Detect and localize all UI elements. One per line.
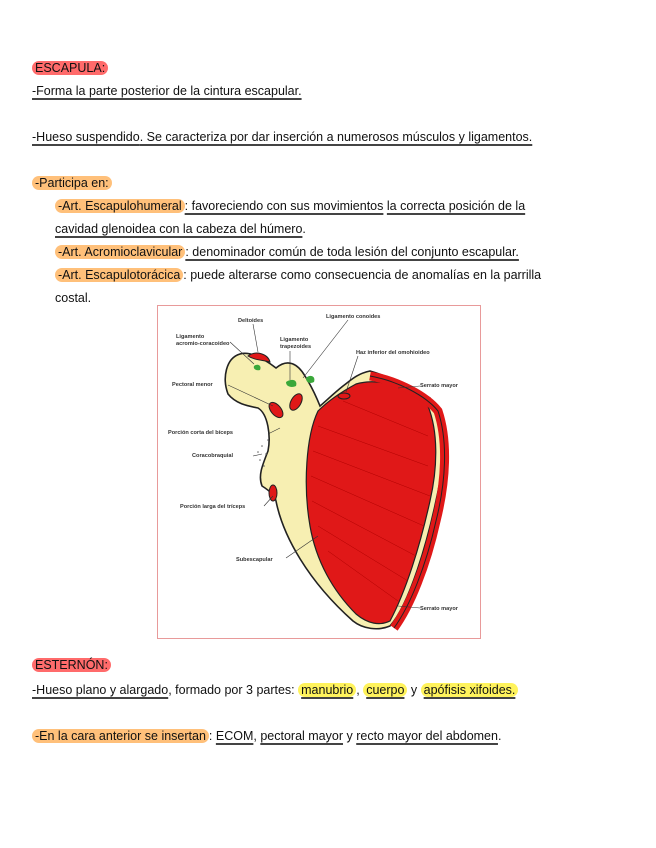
- participa-heading-line: [32, 175, 112, 191]
- art3-name: -Art. Escapulotorácica: [55, 268, 183, 282]
- escapula-definition: -Forma la parte posterior de la cintura escapular.: [32, 84, 302, 98]
- art1-text-b: la correcta posición de la: [386, 199, 526, 213]
- label-lig-trap-1: Ligamento: [280, 337, 309, 343]
- art2-line: [55, 244, 519, 260]
- hueso-plano-text: -Hueso plano y alargado: [32, 683, 169, 697]
- escapula-line-2: [32, 129, 532, 145]
- label-porcion-larga: Porción larga del tríceps: [180, 504, 246, 510]
- triceps-insertion: [269, 485, 277, 501]
- label-haz-omohioideo: Haz inferior del omohioideo: [356, 350, 430, 356]
- art2-text: : denominador común de toda lesión del conjunto escapular.: [185, 245, 519, 259]
- art2-name: -Art. Acromioclavicular: [55, 245, 185, 259]
- label-ligamento-conoides: Ligamento conoides: [326, 314, 381, 320]
- pectoral-term: pectoral mayor: [260, 729, 344, 743]
- participa-heading: -Participa en:: [32, 176, 112, 190]
- cuerpo-term: cuerpo: [363, 683, 407, 697]
- label-subescapular: Subescapular: [236, 557, 273, 563]
- escapula-line-1: [32, 83, 302, 99]
- art1-name: -Art. Escapulohumeral: [55, 199, 185, 213]
- esternon-line-2: [32, 728, 501, 744]
- omohioideo-insertion: [338, 393, 350, 399]
- escapula-title: [32, 60, 108, 76]
- esternon-title-line: [32, 657, 111, 673]
- manubrio-term: manubrio: [298, 683, 356, 697]
- insercion-text: . Se caracteriza por dar inserción a numerosos músculos y ligamentos.: [139, 130, 533, 144]
- label-serrato-mayor-top: Serrato mayor: [420, 383, 458, 389]
- label-lig-acromio-2: acromio-coracoideo: [176, 341, 230, 347]
- colon-sep: :: [208, 729, 216, 743]
- esternon-line-1: [32, 682, 518, 698]
- label-pectoral-menor: Pectoral menor: [172, 382, 213, 388]
- escapula-heading: ESCAPULA:: [32, 61, 108, 75]
- scapula-anatomy-figure: [157, 305, 481, 639]
- art3-text: : puede alterarse como consecuencia de anomalías en la parrilla: [183, 268, 542, 282]
- recto-term: recto mayor del abdomen: [356, 729, 498, 743]
- art3-line: [55, 267, 541, 283]
- label-deltoides: Deltoides: [238, 318, 264, 324]
- comma-sep-2: ,: [253, 729, 261, 743]
- y-sep: y: [407, 683, 421, 697]
- ecom-term: ECOM: [215, 729, 254, 743]
- label-coracobraquial: Coracobraquial: [192, 453, 234, 459]
- label-serrato-mayor-bottom: Serrato mayor: [420, 606, 458, 612]
- label-lig-acromio-1: Ligamento: [176, 334, 205, 340]
- y-sep-2: y: [343, 729, 357, 743]
- cara-anterior-heading: -En la cara anterior se insertan: [32, 729, 209, 743]
- art1-line-2: cavidad glenoidea con la cabeza del húmero.: [55, 222, 306, 236]
- art1-text-c: cavidad glenoidea con la cabeza del húmero: [55, 222, 303, 236]
- hueso-suspendido-text: -Hueso suspendido: [32, 130, 140, 144]
- art1-line: [55, 198, 525, 214]
- label-lig-trap-2: trapezoides: [280, 344, 312, 350]
- apofisis-term: apófisis xifoides.: [421, 683, 519, 697]
- period: .: [497, 729, 502, 743]
- label-porcion-corta: Porción corta del bíceps: [168, 430, 233, 436]
- art3-text-2: costal.: [55, 291, 92, 305]
- scapula-diagram: [158, 306, 479, 637]
- esternon-heading: ESTERNÓN:: [32, 658, 111, 672]
- formado-text: , formado por 3 partes:: [168, 683, 299, 697]
- comma-sep: ,: [356, 683, 364, 697]
- art3-line-2: [55, 290, 91, 306]
- art1-text-a: : favoreciendo con sus movimientos: [184, 199, 384, 213]
